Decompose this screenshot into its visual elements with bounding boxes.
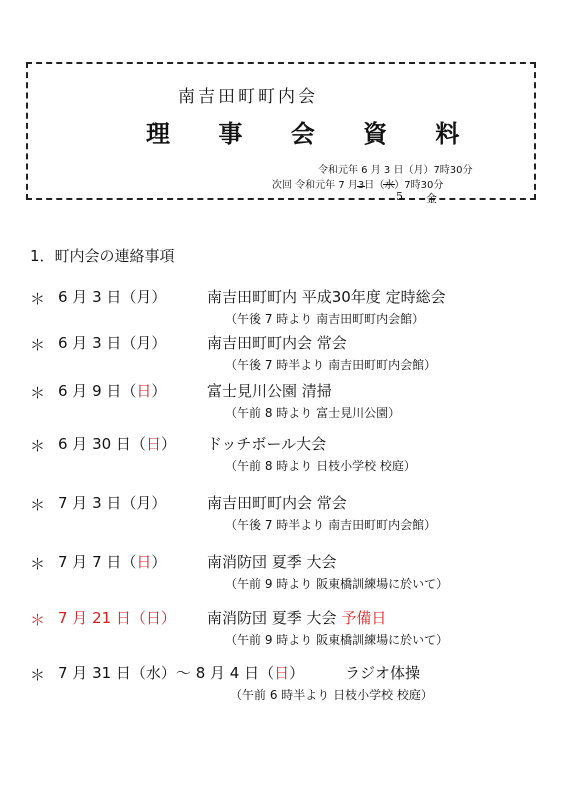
event-date-suffix: ） (289, 664, 305, 682)
event-date (58, 380, 166, 401)
event-item-8 (0, 660, 568, 706)
event-item-1 (0, 284, 568, 330)
current-meeting-date: 令和元年 6 月 3 日（月）7時30分 (318, 165, 473, 176)
bullet-symbol: ＊ (30, 611, 46, 629)
struck-day: 3 (357, 180, 365, 191)
event-detail: （午後 7 時半より 南吉田町町内会館） (225, 358, 437, 372)
event-detail: （午前 6 時半より 日枝小学校 校庭） (230, 688, 433, 702)
event-detail: （午前 9 時より 阪東橋訓練場に於いて） (225, 577, 449, 591)
event-detail: （午前 8 時より 日枝小学校 校庭） (225, 459, 416, 473)
event-date (58, 551, 166, 572)
event-title: 南消防団 夏季 大会 (207, 553, 337, 571)
event-item-4 (0, 431, 568, 477)
event-item-2 (0, 330, 568, 376)
event-title: 南吉田町町内会 常会 (207, 494, 347, 512)
event-item-7 (0, 605, 568, 651)
event-date (58, 662, 304, 683)
event-weekday-sunday: 日 (136, 382, 152, 400)
document-title: 理 事 会 資 料 (146, 120, 480, 148)
organization-name: 南吉田町町内会 (178, 87, 318, 107)
header-box (26, 62, 536, 205)
next-meeting-prefix: 次回 令和元年 7 月 (272, 180, 358, 191)
section-heading: 1．町内会の連絡事項 (30, 247, 175, 265)
event-date: 6 月 3 日（月） (58, 334, 167, 352)
event-title: 南吉田町町内 平成30年度 定時総会 (207, 288, 446, 306)
bullet-symbol: ＊ (30, 384, 46, 402)
event-title: 南吉田町町内会 常会 (207, 334, 347, 352)
next-meeting-middle: 日（ (364, 180, 385, 191)
next-meeting-date (272, 176, 443, 191)
event-title-main: 南消防団 夏季 大会 (207, 609, 337, 627)
event-detail: （午前 9 時より 阪東橋訓練場に於いて） (225, 633, 449, 647)
event-detail: （午後 7 時より 南吉田町町内会館） (225, 312, 425, 326)
event-date-prefix: 7 月 7 日（ (58, 553, 137, 571)
event-weekday-sunday: 日 (136, 553, 152, 571)
event-title: ドッチボール大会 (207, 435, 327, 453)
event-item-5 (0, 490, 568, 536)
event-date-prefix: 7 月 31 日（水）～ 8 月 4 日（ (58, 664, 275, 682)
event-date-suffix: ） (160, 435, 176, 453)
event-date-suffix: ） (151, 553, 167, 571)
event-title: 富士見川公園 清掃 (207, 382, 332, 400)
bullet-symbol: ＊ (30, 666, 46, 684)
next-meeting-suffix: ）7時30分 (394, 180, 444, 191)
handwritten-day-correction: 5 (396, 190, 403, 203)
event-date: 7 月 3 日（月） (58, 494, 167, 512)
event-date: 6 月 3 日（月） (58, 288, 167, 306)
event-item-6 (0, 549, 568, 595)
struck-weekday: 水 (384, 176, 394, 191)
event-title: ラジオ体操 (345, 664, 421, 682)
event-date: 7 月 21 日（日） (58, 609, 176, 627)
bullet-symbol: ＊ (30, 336, 46, 354)
event-date-prefix: 6 月 30 日（ (58, 435, 146, 453)
event-item-3 (0, 378, 568, 424)
event-detail: （午後 7 時半より 南吉田町町内会館） (225, 518, 437, 532)
bullet-symbol: ＊ (30, 290, 46, 308)
event-date (58, 433, 176, 454)
event-date-prefix: 6 月 9 日（ (58, 382, 137, 400)
event-title-highlight: 予備日 (341, 609, 387, 627)
event-detail: （午前 8 時より 富士見川公園） (225, 406, 401, 420)
event-weekday-sunday: 日 (145, 435, 161, 453)
bullet-symbol: ＊ (30, 437, 46, 455)
bullet-symbol: ＊ (30, 496, 46, 514)
event-weekday-sunday: 日 (274, 664, 290, 682)
event-title (207, 607, 386, 628)
handwritten-weekday-correction: 金 (426, 192, 437, 205)
event-date-suffix: ） (151, 382, 167, 400)
bullet-symbol: ＊ (30, 555, 46, 573)
